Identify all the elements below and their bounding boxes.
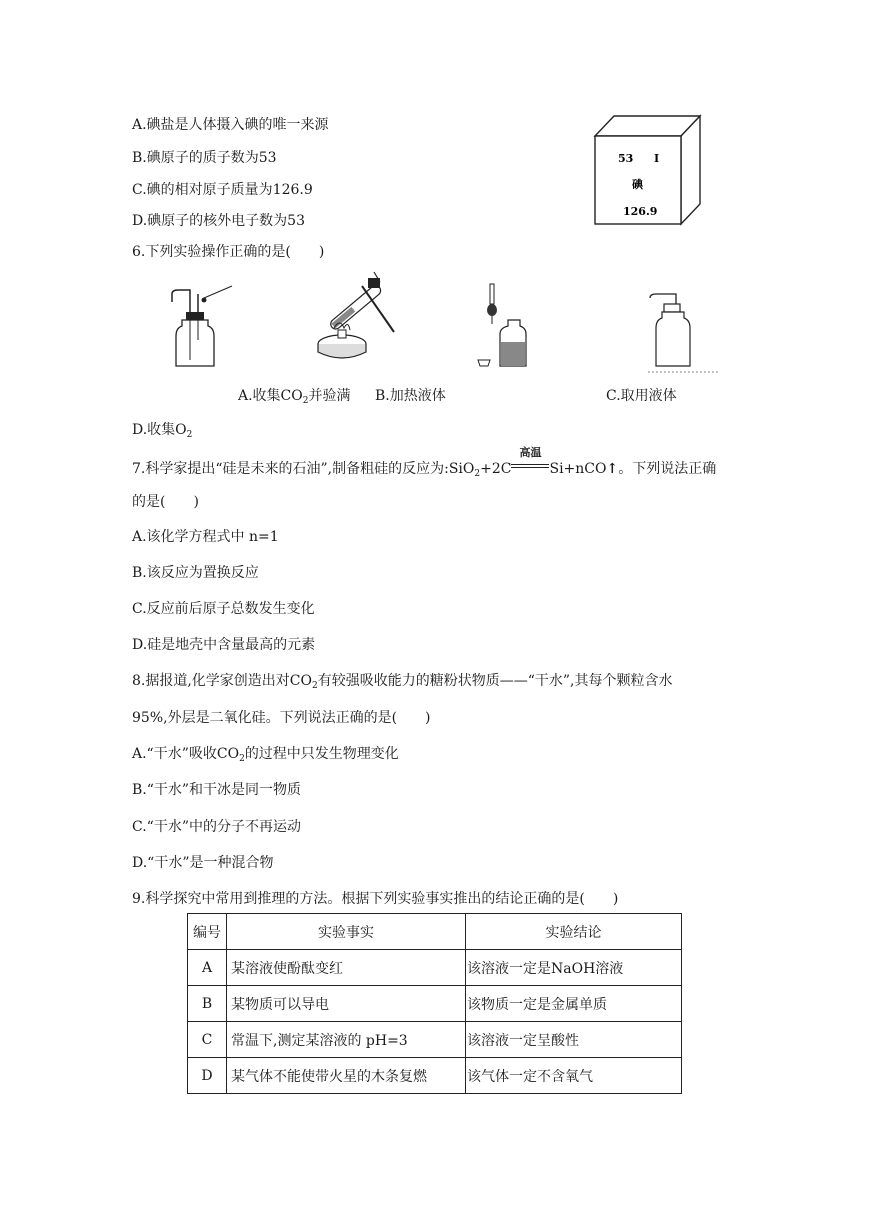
q7-stem: 7.科学家提出“硅是未来的石油”,制备粗硅的反应为:SiO$_2$+2C 高温 Si+nCO↑。下列说法正确: [132, 446, 717, 479]
figure-a-collect-co2: [168, 280, 240, 374]
row-label: D: [188, 1058, 227, 1094]
table-row: [188, 950, 682, 986]
q5-option-c: C.碘的相对原子质量为126.9: [132, 182, 313, 198]
row-fact: 某气体不能使带火星的木条复燃: [227, 1058, 466, 1094]
table-row: [188, 1022, 682, 1058]
q8-option-c: C.“干水”中的分子不再运动: [132, 819, 301, 835]
caption-c: C.取用液体: [606, 388, 677, 404]
q6-stem: 6.下列实验操作正确的是( ): [132, 244, 325, 260]
q7-stem-line2: 的是( ): [132, 494, 199, 510]
q5-option-d: D.碘原子的核外电子数为53: [132, 213, 305, 229]
row-fact: 某溶液使酚酞变红: [227, 950, 466, 986]
row-conclusion: 该气体一定不含氧气: [466, 1058, 682, 1094]
header-fact: 实验事实: [227, 914, 466, 950]
q7-option-c: C.反应前后原子总数发生变化: [132, 601, 315, 617]
element-name: 碘: [632, 178, 643, 191]
table-header-row: [188, 914, 682, 950]
q8-stem-line2: 95%,外层是二氧化硅。下列说法正确的是( ): [132, 710, 431, 726]
row-conclusion: 该溶液一定呈酸性: [466, 1022, 682, 1058]
q5-option-b: B.碘原子的质子数为53: [132, 150, 277, 166]
caption-a: A.收集$CO_2$并验满: [238, 388, 351, 406]
q8-stem: 8.据报道,化学家创造出对$CO_2$有较强吸收能力的糖粉状物质——“干水”,其每个颗粒含水: [132, 673, 673, 691]
row-conclusion: 该溶液一定是NaOH溶液: [466, 950, 682, 986]
figure-c-take-liquid: [474, 280, 534, 376]
element-symbol: I: [654, 152, 660, 165]
q9-table: [187, 913, 682, 1094]
gas-arrow-icon: ↑: [606, 461, 619, 477]
table-row: [188, 986, 682, 1022]
figure-b-heat-liquid: [304, 270, 404, 369]
q7-option-d: D.硅是地壳中含量最高的元素: [132, 637, 316, 653]
q8-option-d: D.“干水”是一种混合物: [132, 855, 274, 871]
q8-option-b: B.“干水”和干冰是同一物质: [132, 782, 302, 798]
figure-d-collect-o2: [648, 290, 720, 380]
row-label: C: [188, 1022, 227, 1058]
q7-option-b: B.该反应为置换反应: [132, 565, 259, 581]
element-number: 53: [618, 152, 634, 165]
caption-b: B.加热液体: [375, 388, 446, 404]
row-fact: 常温下,测定某溶液的 pH=3: [227, 1022, 466, 1058]
table-row: [188, 1058, 682, 1094]
q9-stem: 9.科学探究中常用到推理的方法。根据下列实验事实推出的结论正确的是( ): [132, 891, 619, 907]
q8-option-a: A.“干水”吸收$CO_2$的过程中只发生物理变化: [132, 746, 399, 764]
header-conclusion: 实验结论: [466, 914, 682, 950]
row-conclusion: 该物质一定是金属单质: [466, 986, 682, 1022]
q7-option-a: A.该化学方程式中 n=1: [132, 529, 279, 545]
row-label: B: [188, 986, 227, 1022]
q6-option-d: D.收集$O_2$: [132, 422, 193, 440]
header-number: 编号: [188, 914, 227, 950]
q5-option-a: A.碘盐是人体摄入碘的唯一来源: [132, 117, 329, 133]
row-label: A: [188, 950, 227, 986]
iodine-element-cube: [592, 112, 702, 232]
reaction-condition: 高温: [511, 457, 549, 475]
row-fact: 某物质可以导电: [227, 986, 466, 1022]
element-mass: 126.9: [623, 205, 658, 218]
